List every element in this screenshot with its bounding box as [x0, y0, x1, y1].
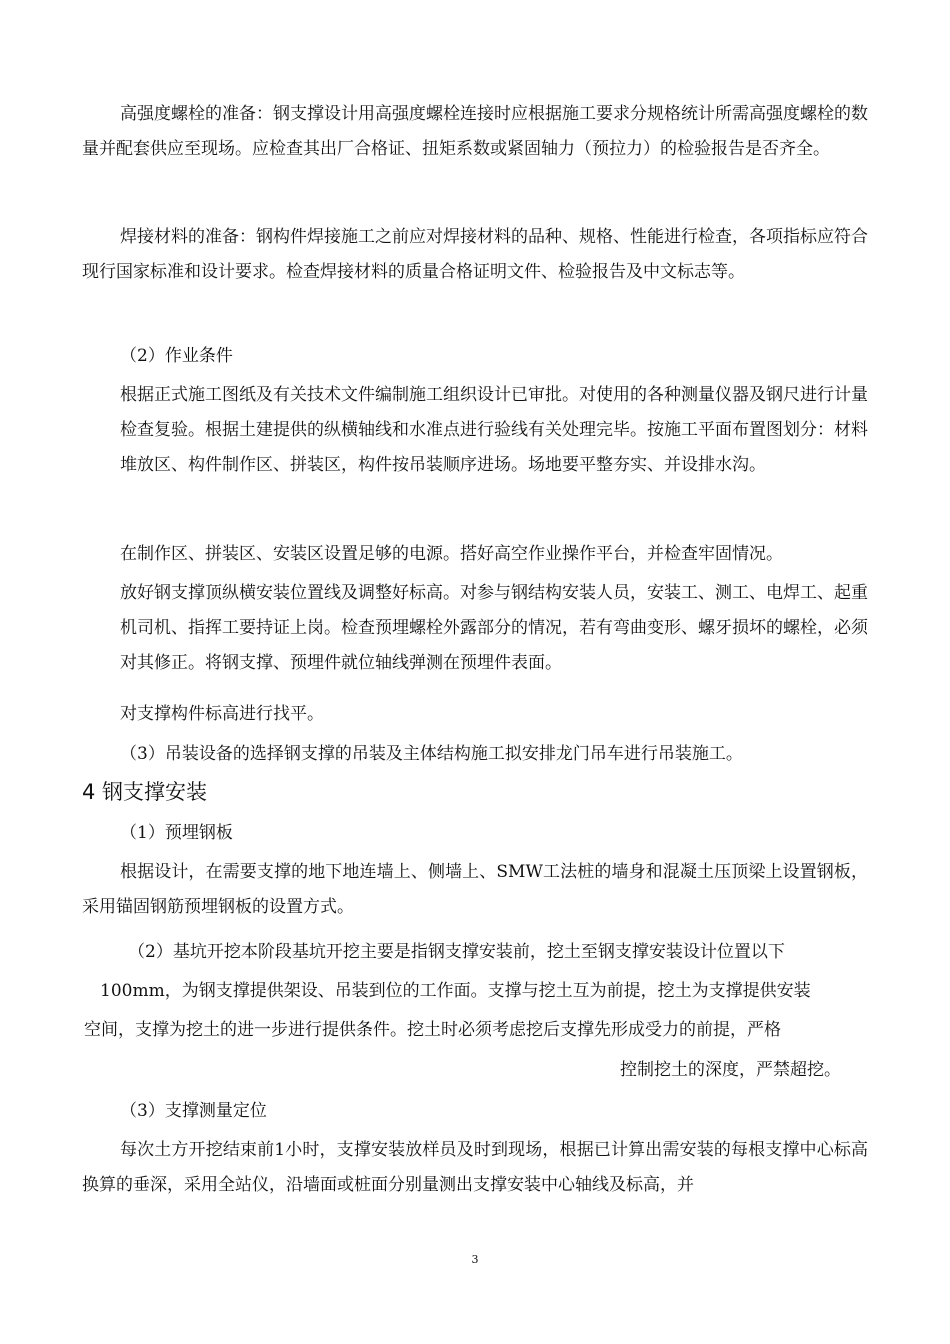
paragraph-bolts: 高强度螺栓的准备：钢支撑设计用高强度螺栓连接时应根据施工要求分规格统计所需高强度螺栓的数量并配套供应至现场。应检查其出厂合格证、扭矩系数或紧固轴力（预拉力）的检验报告是否齐全。 — [82, 104, 868, 159]
subheading-survey: （3）支撑测量定位 — [120, 1101, 267, 1121]
paragraph-leveling: 对支撑构件标高进行找平。 — [120, 704, 324, 724]
subheading-embedded-plate: （1）预埋钢板 — [120, 823, 233, 843]
page-number: 3 — [471, 1253, 479, 1266]
paragraph-embedded-plate: 根据设计，在需要支撑的地下地连墙上、侧墙上、SMW工法桩的墙身和混凝土压顶梁上设置钢板，采用锚固钢筋预埋钢板的设置方式。 — [82, 862, 868, 917]
paragraph-excavation-line-4: 控制挖土的深度，严禁超挖。 — [620, 1060, 841, 1080]
paragraph-power: 在制作区、拼装区、安装区设置足够的电源。搭好高空作业操作平台，并检查牢固情况。 — [120, 544, 783, 564]
paragraph-excavation-line-3: 空间，支撑为挖土的进一步进行提供条件。挖土时必须考虑挖后支撑先形成受力的前提，严格 — [84, 1020, 781, 1040]
paragraph-hoisting: （3）吊装设备的选择钢支撑的吊装及主体结构施工拟安排龙门吊车进行吊装施工。 — [120, 744, 743, 764]
paragraph-survey: 每次土方开挖结束前1小时，支撑安装放样员及时到现场，根据已计算出需安装的每根支撑中心标高换算的垂深，采用全站仪，沿墙面或桩面分别量测出支撑安装中心轴线及标高，并 — [82, 1140, 868, 1195]
paragraph-welding: 焊接材料的准备：钢构件焊接施工之前应对焊接材料的品种、规格、性能进行检查，各项指标应符合现行国家标准和设计要求。检查焊接材料的质量合格证明文件、检验报告及中文标志等。 — [82, 227, 868, 282]
paragraph-excavation-line-1: （2）基坑开挖本阶段基坑开挖主要是指钢支撑安装前，挖土至钢支撑安装设计位置以下 — [128, 942, 785, 962]
paragraph-install-lines: 放好钢支撑顶纵横安装位置线及调整好标高。对参与钢结构安装人员，安装工、测工、电焊工、起重机司机、指挥工要持证上岗。检查预埋螺栓外露部分的情况，若有弯曲变形、螺牙损坏的螺栓，必须对其修正。将钢支撑、预埋件就位轴线弹测在预埋件表面。 — [120, 583, 868, 673]
subheading-work-conditions: （2）作业条件 — [120, 346, 233, 366]
paragraph-work-conditions: 根据正式施工图纸及有关技术文件编制施工组织设计已审批。对使用的各种测量仪器及钢尺进行计量检查复验。根据土建提供的纵横轴线和水准点进行验线有关处理完毕。按施工平面布置图划分：材料堆放区、构件制作区、拼装区，构件按吊装顺序进场。场地要平整夯实、并设排水沟。 — [120, 385, 868, 475]
paragraph-excavation-line-2: 100mm，为钢支撑提供架设、吊装到位的工作面。支撑与挖土互为前提，挖土为支撑提供安装 — [100, 981, 811, 1001]
section-heading-4: 4 钢支撑安装 — [82, 780, 208, 804]
